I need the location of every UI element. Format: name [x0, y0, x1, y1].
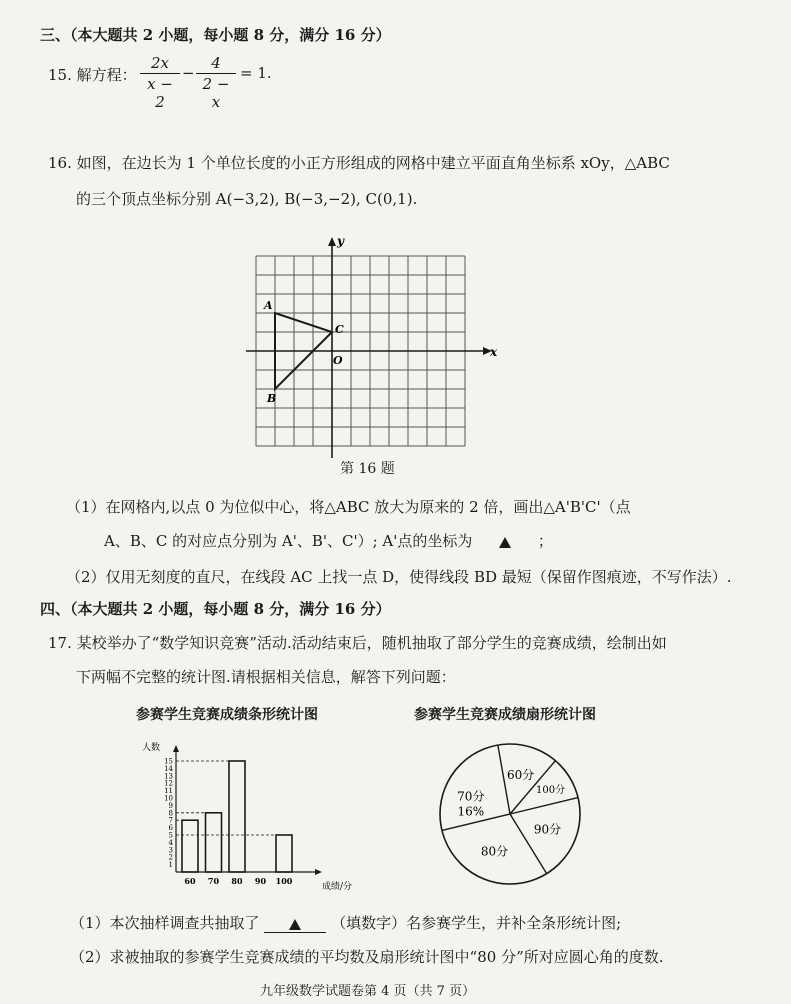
bar-y-tick-label: 11	[164, 787, 173, 796]
origin-label: O	[333, 354, 343, 367]
axis-x-label: x	[490, 345, 498, 359]
q16-part1-end: ；	[537, 532, 553, 550]
q16-part1-line2	[104, 530, 553, 551]
q16-figure-caption: 第 16 题	[340, 461, 395, 477]
bar	[276, 835, 292, 872]
bar	[182, 820, 198, 872]
bar-y-tick-label: 2	[168, 853, 173, 862]
vertex-c-label: C	[335, 323, 344, 336]
answer-blank[interactable]	[264, 914, 326, 933]
bar-y-tick-label: 15	[164, 757, 173, 766]
bar-chart-title: 参赛学生竞赛成绩条形统计图	[136, 707, 318, 723]
q17-part1-text: （1）本次抽样调查共抽取了	[70, 914, 260, 932]
pie-chart	[430, 736, 600, 896]
section3-header: 三、（本大题共 2 小题，每小题 8 分，满分 16 分）	[40, 26, 391, 44]
pie-slice-label: 70分	[457, 789, 485, 804]
bar-y-label: 人数	[142, 743, 161, 753]
bar-y-tick-label: 6	[168, 824, 173, 833]
vertex-b-label: B	[267, 392, 277, 405]
q15-frac2-denominator: 2 − x	[202, 75, 230, 111]
bar-x-label: 成绩/分	[322, 882, 353, 892]
pie-slice-percent: 16%	[457, 804, 485, 819]
q16-part2: （2）仅用无刻度的直尺，在线段 AC 上找一点 D，使得线段 BD 最短（保留作图痕迹，不写作法）.	[66, 568, 732, 586]
section4-header: 四、（本大题共 2 小题，每小题 8 分，满分 16 分）	[40, 600, 391, 618]
pie-chart-title: 参赛学生竞赛成绩扇形统计图	[414, 707, 596, 723]
axis-y-label: y	[337, 234, 344, 248]
q15-fraction-1	[140, 54, 180, 111]
bar-y-tick-label: 12	[164, 779, 173, 788]
bar-y-tick-label: 10	[164, 794, 173, 803]
bar	[229, 761, 245, 872]
pie-slice-label: 100分	[535, 785, 566, 797]
q15-rhs: = 1.	[240, 64, 272, 82]
q15-fraction-2	[196, 54, 236, 111]
bar-y-tick-label: 13	[164, 772, 173, 781]
bar-y-tick-label: 7	[168, 816, 173, 825]
q17-line2: 下两幅不完整的统计图.请根据相关信息，解答下列问题：	[76, 668, 456, 686]
bar-y-tick-label: 8	[168, 809, 173, 818]
q16-line1: 16. 如图，在边长为 1 个单位长度的小正方形组成的网格中建立平面直角坐标系 xOy，△ABC	[48, 154, 670, 172]
q15-prefix: 15. 解方程：	[48, 66, 137, 84]
q16-part1-line1: （1）在网格内,以点 0 为位似中心，将△ABC 放大为原来的 2 倍，画出△A'B'C'（点	[66, 498, 631, 516]
bar-chart	[136, 736, 376, 896]
q17-part1	[70, 912, 621, 933]
q17-part1-tail: （填数字）名参赛学生，并补全条形统计图;	[331, 914, 622, 932]
bar-y-tick-label: 3	[168, 846, 173, 855]
bar-y-tick-label: 4	[168, 838, 173, 847]
pie-slice-label: 60分	[507, 767, 535, 782]
q15-frac1-numerator: 2x	[140, 54, 180, 74]
bar-x-tick-label: 90	[254, 876, 267, 886]
vertex-a-label: A	[264, 299, 273, 312]
bar-x-tick-label: 80	[231, 876, 243, 886]
bar-x-tick-label: 100	[275, 876, 293, 886]
bar-y-tick-label: 9	[168, 801, 173, 810]
y-axis-arrow-icon	[328, 237, 336, 246]
bar-y-tick-label: 1	[168, 861, 173, 870]
q16-grid-figure	[240, 232, 510, 462]
triangle-marker-icon	[499, 537, 511, 548]
q17-line1: 17. 某校举办了“数学知识竞赛”活动.活动结束后，随机抽取了部分学生的竞赛成绩，绘制出如	[48, 634, 667, 652]
bar	[206, 813, 222, 872]
bar-x-axis-arrow-icon	[315, 869, 322, 875]
pie-slice-label: 80分	[480, 844, 509, 859]
q15-minus: −	[182, 64, 195, 82]
q17-part2: （2）求被抽取的参赛学生竞赛成绩的平均数及扇形统计图中“80 分”所对应圆心角的度数.	[70, 948, 664, 966]
pie-slice-label: 90分	[533, 822, 562, 837]
triangle-marker-icon	[289, 919, 301, 930]
pie-slice-boundary	[510, 798, 578, 814]
q15-frac2-numerator: 4	[196, 54, 236, 74]
q15-frac1-denominator: x − 2	[147, 75, 173, 111]
bar-y-axis-arrow-icon	[173, 745, 179, 752]
answer-blank[interactable]	[477, 532, 533, 550]
bar-y-tick-label: 14	[164, 764, 173, 773]
page-footer: 九年级数学试题卷第 4 页（共 7 页）	[260, 984, 476, 999]
q16-line2: 的三个顶点坐标分别 A(−3,2), B(−3,−2), C(0,1).	[76, 190, 418, 208]
bar-x-tick-label: 70	[207, 876, 220, 886]
q16-part1-text: A、B、C 的对应点分别为 A'、B'、C'）; A'点的坐标为	[104, 532, 473, 550]
bar-x-tick-label: 60	[184, 876, 196, 886]
bar-y-tick-label: 5	[168, 831, 173, 840]
